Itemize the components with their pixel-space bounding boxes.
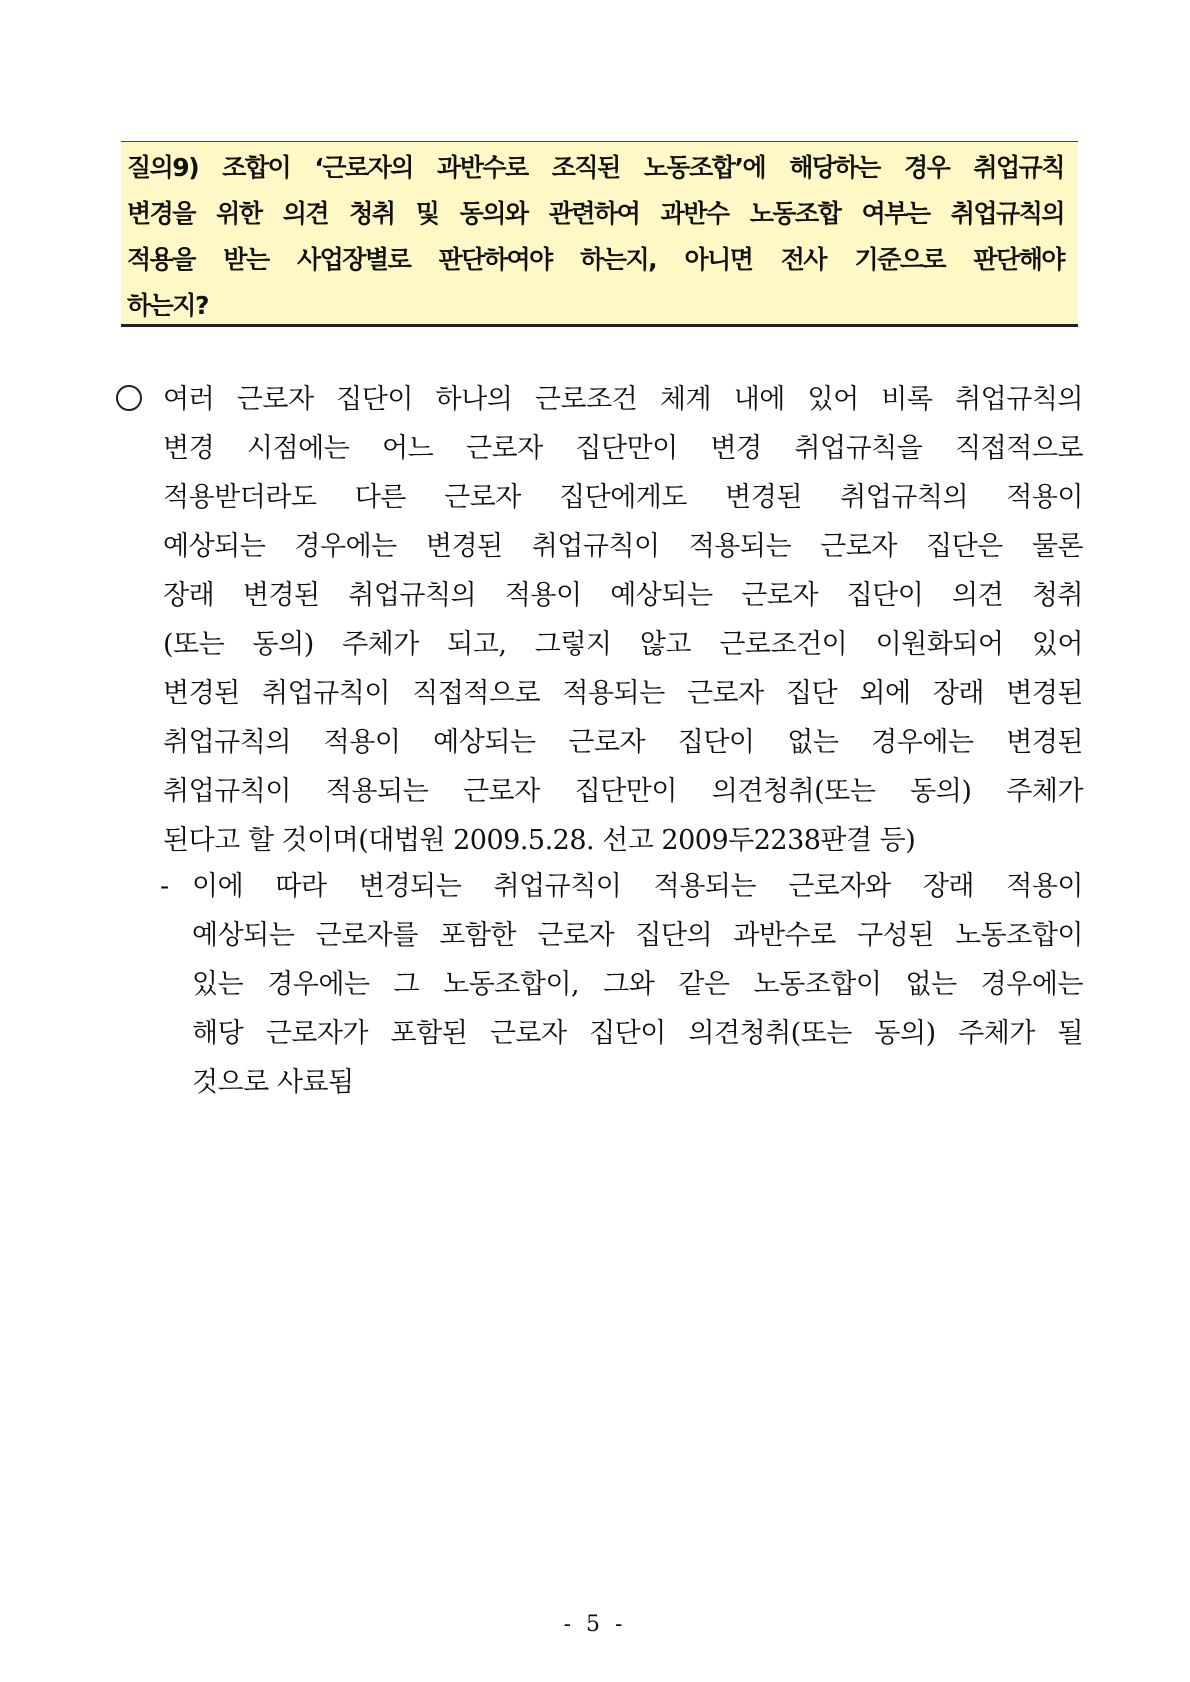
sub-paragraph [192,862,1083,1107]
question-line: 적용을 받는 사업장별로 판단하여야 하는지, 아니면 전사 기준으로 판단해야 [127,245,1064,274]
question-line: 변경을 위한 의견 청취 및 동의와 관련하여 과반수 노동조합 여부는 취업규칙의 [127,199,1064,228]
answer-paragraph [163,375,1083,865]
answer-line: 취업규칙의 적용이 예상되는 근로자 집단이 없는 경우에는 변경된 [163,727,1083,758]
sub-line: 것으로 사료됨 [192,1067,354,1098]
dash-marker: - [160,871,170,902]
sub-line: 있는 경우에는 그 노동조합이, 그와 같은 노동조합이 없는 경우에는 [192,969,1083,1000]
answer-line: 된다고 할 것이며(대법원 2009.5.28. 선고 2009두2238판결 등) [163,825,916,856]
answer-line: (또는 동의) 주체가 되고, 그렇지 않고 근로조건이 이원화되어 있어 [163,629,1083,660]
answer-line: 여러 근로자 집단이 하나의 근로조건 체계 내에 있어 비록 취업규칙의 [163,384,1083,415]
page-number: - 5 - [563,1612,627,1637]
answer-line: 적용받더라도 다른 근로자 집단에게도 변경된 취업규칙의 적용이 [163,482,1083,513]
sub-line: 해당 근로자가 포함된 근로자 집단이 의견청취(또는 동의) 주체가 될 [192,1018,1083,1049]
sub-line: 이에 따라 변경되는 취업규칙이 적용되는 근로자와 장래 적용이 [192,871,1083,902]
question-box [121,141,1078,327]
sub-line: 예상되는 근로자를 포함한 근로자 집단의 과반수로 구성된 노동조합이 [192,920,1083,951]
answer-line: 변경 시점에는 어느 근로자 집단만이 변경 취업규칙을 직접적으로 [163,433,1083,464]
answer-line: 취업규칙이 적용되는 근로자 집단만이 의견청취(또는 동의) 주체가 [163,776,1083,807]
answer-line: 예상되는 경우에는 변경된 취업규칙이 적용되는 근로자 집단은 물론 [163,531,1083,562]
answer-line: 장래 변경된 취업규칙의 적용이 예상되는 근로자 집단이 의견 청취 [163,580,1083,611]
circle-bullet-icon [116,385,142,411]
answer-line: 변경된 취업규칙이 직접적으로 적용되는 근로자 집단 외에 장래 변경된 [163,678,1083,709]
question-line: 하는지? [127,291,208,320]
question-line: 질의9) 조합이 ‘근로자의 과반수로 조직된 노동조합’에 해당하는 경우 취업규칙 [127,153,1064,182]
